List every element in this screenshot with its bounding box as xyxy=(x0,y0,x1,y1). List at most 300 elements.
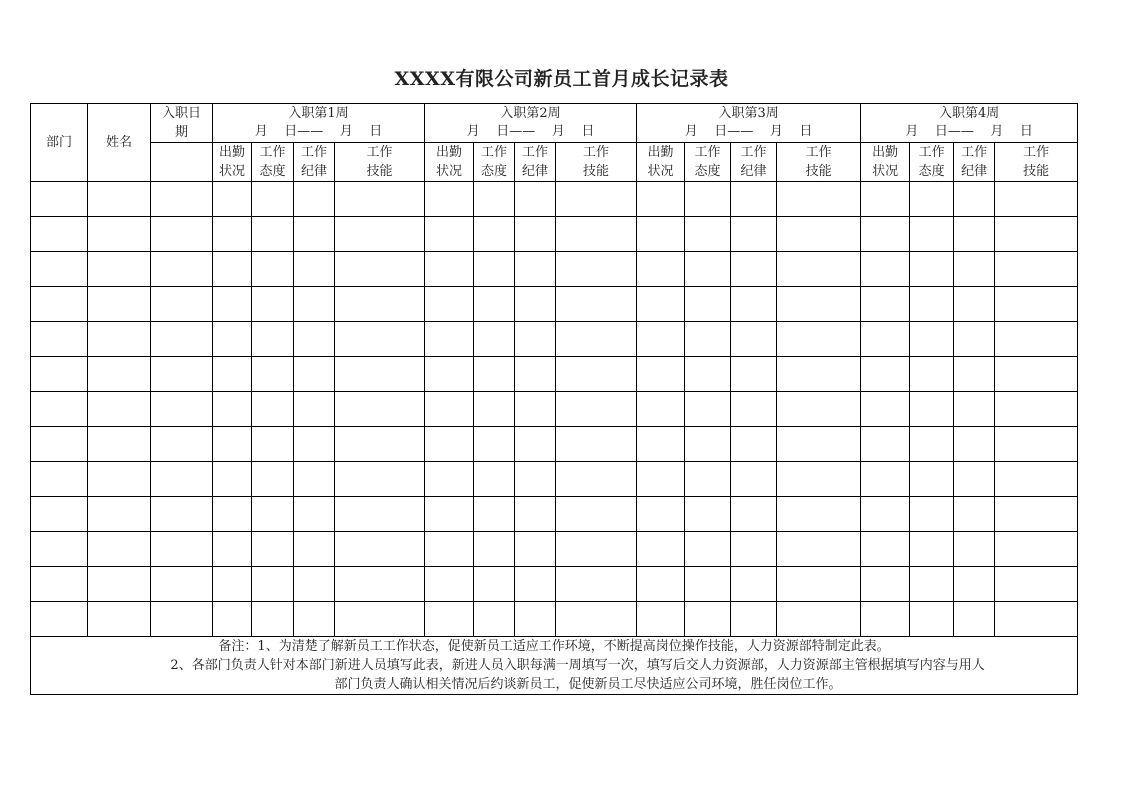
entry-cell[interactable] xyxy=(515,392,556,427)
table-row xyxy=(31,182,1078,217)
entry-cell[interactable] xyxy=(556,357,637,392)
entry-cell[interactable] xyxy=(556,427,637,462)
entry-cell[interactable] xyxy=(88,567,151,602)
entry-cell[interactable] xyxy=(213,497,252,532)
entry-cell[interactable] xyxy=(777,602,861,637)
entry-cell[interactable] xyxy=(637,252,685,287)
entry-cell[interactable] xyxy=(515,532,556,567)
entry-cell[interactable] xyxy=(556,217,637,252)
entry-cell[interactable] xyxy=(252,357,294,392)
subcol-label-line2: 态度 xyxy=(918,164,945,179)
week-3-header xyxy=(637,104,861,143)
entry-cell[interactable] xyxy=(910,602,954,637)
entry-cell[interactable] xyxy=(31,217,88,252)
entry-cell[interactable] xyxy=(151,392,213,427)
entry-cell[interactable] xyxy=(252,287,294,322)
entry-cell[interactable] xyxy=(731,392,777,427)
entry-cell[interactable] xyxy=(474,532,515,567)
entry-cell[interactable] xyxy=(213,217,252,252)
week-3-range[interactable]: 月 日—— 月 日 xyxy=(684,124,813,139)
week-1-subcol-3 xyxy=(294,143,335,182)
week-2-subcol-2 xyxy=(474,143,515,182)
entry-cell[interactable] xyxy=(954,217,995,252)
entry-cell[interactable] xyxy=(515,252,556,287)
entry-cell[interactable] xyxy=(777,497,861,532)
entry-cell[interactable] xyxy=(474,322,515,357)
entry-cell[interactable] xyxy=(252,322,294,357)
entry-cell[interactable] xyxy=(88,287,151,322)
entry-cell[interactable] xyxy=(474,462,515,497)
entry-cell[interactable] xyxy=(637,567,685,602)
entry-cell[interactable] xyxy=(425,182,474,217)
entry-cell[interactable] xyxy=(31,567,88,602)
entry-cell[interactable] xyxy=(685,497,731,532)
entry-cell[interactable] xyxy=(425,462,474,497)
entry-cell[interactable] xyxy=(861,392,910,427)
entry-cell[interactable] xyxy=(151,462,213,497)
week-1-range[interactable]: 月 日—— 月 日 xyxy=(254,124,383,139)
entry-cell[interactable] xyxy=(910,252,954,287)
entry-cell[interactable] xyxy=(731,602,777,637)
entry-cell[interactable] xyxy=(294,567,335,602)
table-row xyxy=(31,217,1078,252)
entry-cell[interactable] xyxy=(861,532,910,567)
entry-cell[interactable] xyxy=(31,602,88,637)
entry-cell[interactable] xyxy=(777,357,861,392)
entry-cell[interactable] xyxy=(910,357,954,392)
entry-cell[interactable] xyxy=(252,392,294,427)
entry-cell[interactable] xyxy=(252,567,294,602)
week-1-subcol-2 xyxy=(252,143,294,182)
entry-cell[interactable] xyxy=(335,602,425,637)
entry-cell[interactable] xyxy=(294,287,335,322)
entry-cell[interactable] xyxy=(731,427,777,462)
entry-cell[interactable] xyxy=(31,532,88,567)
entry-cell[interactable] xyxy=(995,217,1078,252)
entry-cell[interactable] xyxy=(954,182,995,217)
entry-cell[interactable] xyxy=(861,322,910,357)
entry-cell[interactable] xyxy=(213,322,252,357)
entry-cell[interactable] xyxy=(294,182,335,217)
entry-cell[interactable] xyxy=(335,462,425,497)
entry-cell[interactable] xyxy=(777,392,861,427)
entry-cell[interactable] xyxy=(151,427,213,462)
entry-cell[interactable] xyxy=(910,497,954,532)
entry-cell[interactable] xyxy=(515,287,556,322)
entry-cell[interactable] xyxy=(637,532,685,567)
entry-cell[interactable] xyxy=(474,567,515,602)
entry-cell[interactable] xyxy=(213,182,252,217)
week-4-title: 入职第4周 xyxy=(938,106,1000,121)
entry-cell[interactable] xyxy=(88,532,151,567)
entry-cell[interactable] xyxy=(151,357,213,392)
entry-cell[interactable] xyxy=(685,462,731,497)
entry-cell[interactable] xyxy=(556,462,637,497)
entry-cell[interactable] xyxy=(637,427,685,462)
entry-cell[interactable] xyxy=(995,462,1078,497)
week-4-subcol-3 xyxy=(954,143,995,182)
entry-cell[interactable] xyxy=(556,252,637,287)
entry-cell[interactable] xyxy=(474,182,515,217)
entry-cell[interactable] xyxy=(685,567,731,602)
entry-cell[interactable] xyxy=(861,252,910,287)
entry-cell[interactable] xyxy=(151,322,213,357)
subcol-label-line1: 工作 xyxy=(805,145,832,160)
entry-cell[interactable] xyxy=(88,252,151,287)
entry-cell[interactable] xyxy=(910,532,954,567)
week-2-subcol-4 xyxy=(556,143,637,182)
entry-cell[interactable] xyxy=(685,217,731,252)
header-join-date-line2: 期 xyxy=(174,125,188,140)
entry-cell[interactable] xyxy=(335,532,425,567)
table-row xyxy=(31,602,1078,637)
entry-cell[interactable] xyxy=(252,462,294,497)
subcol-label-line2: 状况 xyxy=(218,164,245,179)
entry-cell[interactable] xyxy=(213,532,252,567)
entry-cell[interactable] xyxy=(425,532,474,567)
entry-cell[interactable] xyxy=(556,602,637,637)
subcol-label-line2: 态度 xyxy=(481,164,508,179)
entry-cell[interactable] xyxy=(954,497,995,532)
entry-cell[interactable] xyxy=(995,392,1078,427)
entry-cell[interactable] xyxy=(151,252,213,287)
entry-cell[interactable] xyxy=(685,392,731,427)
entry-cell[interactable] xyxy=(425,392,474,427)
entry-cell[interactable] xyxy=(88,602,151,637)
entry-cell[interactable] xyxy=(151,182,213,217)
entry-cell[interactable] xyxy=(335,287,425,322)
growth-record-table xyxy=(30,103,1078,695)
entry-cell[interactable] xyxy=(252,182,294,217)
entry-cell[interactable] xyxy=(637,322,685,357)
entry-cell[interactable] xyxy=(777,427,861,462)
entry-cell[interactable] xyxy=(637,357,685,392)
entry-cell[interactable] xyxy=(995,567,1078,602)
entry-cell[interactable] xyxy=(252,602,294,637)
entry-cell[interactable] xyxy=(861,602,910,637)
entry-cell[interactable] xyxy=(731,497,777,532)
subcol-label-line2: 技能 xyxy=(366,164,393,179)
entry-cell[interactable] xyxy=(861,427,910,462)
entry-cell[interactable] xyxy=(995,497,1078,532)
entry-cell[interactable] xyxy=(556,287,637,322)
entry-cell[interactable] xyxy=(335,217,425,252)
entry-cell[interactable] xyxy=(685,602,731,637)
entry-cell[interactable] xyxy=(425,497,474,532)
entry-cell[interactable] xyxy=(88,322,151,357)
entry-cell[interactable] xyxy=(995,322,1078,357)
entry-cell[interactable] xyxy=(294,322,335,357)
entry-cell[interactable] xyxy=(861,217,910,252)
entry-cell[interactable] xyxy=(425,357,474,392)
entry-cell[interactable] xyxy=(861,287,910,322)
entry-cell[interactable] xyxy=(335,427,425,462)
entry-cell[interactable] xyxy=(637,392,685,427)
entry-cell[interactable] xyxy=(731,532,777,567)
table-row xyxy=(31,532,1078,567)
entry-cell[interactable] xyxy=(88,392,151,427)
entry-cell[interactable] xyxy=(515,602,556,637)
entry-cell[interactable] xyxy=(556,392,637,427)
entry-cell[interactable] xyxy=(31,497,88,532)
entry-cell[interactable] xyxy=(294,427,335,462)
entry-cell[interactable] xyxy=(637,462,685,497)
entry-cell[interactable] xyxy=(995,182,1078,217)
entry-cell[interactable] xyxy=(213,602,252,637)
entry-cell[interactable] xyxy=(294,217,335,252)
subcol-label-line1: 工作 xyxy=(694,145,721,160)
entry-cell[interactable] xyxy=(213,427,252,462)
entry-cell[interactable] xyxy=(777,217,861,252)
entry-cell[interactable] xyxy=(685,427,731,462)
week-2-header xyxy=(425,104,637,143)
entry-cell[interactable] xyxy=(910,217,954,252)
entry-cell[interactable] xyxy=(777,462,861,497)
week-1-header xyxy=(213,104,425,143)
entry-cell[interactable] xyxy=(151,532,213,567)
subcol-label-line2: 纪律 xyxy=(740,164,767,179)
note-line-3: 部门负责人确认相关情况后约谈新员工，促使新员工尽快适应公司环境，胜任岗位工作。 xyxy=(334,677,842,692)
subcol-label-line1: 出勤 xyxy=(218,145,245,160)
entry-cell[interactable] xyxy=(637,497,685,532)
entry-cell[interactable] xyxy=(515,357,556,392)
entry-cell[interactable] xyxy=(151,602,213,637)
table-row xyxy=(31,427,1078,462)
entry-cell[interactable] xyxy=(213,392,252,427)
entry-cell[interactable] xyxy=(335,567,425,602)
entry-cell[interactable] xyxy=(731,462,777,497)
entry-cell[interactable] xyxy=(252,217,294,252)
entry-cell[interactable] xyxy=(910,287,954,322)
entry-cell[interactable] xyxy=(637,182,685,217)
entry-cell[interactable] xyxy=(954,532,995,567)
entry-cell[interactable] xyxy=(335,252,425,287)
subcol-label-line1: 工作 xyxy=(522,145,549,160)
entry-cell[interactable] xyxy=(425,322,474,357)
entry-cell[interactable] xyxy=(151,287,213,322)
entry-cell[interactable] xyxy=(88,357,151,392)
entry-cell[interactable] xyxy=(294,357,335,392)
entry-cell[interactable] xyxy=(335,392,425,427)
entry-cell[interactable] xyxy=(151,217,213,252)
entry-cell[interactable] xyxy=(425,427,474,462)
entry-cell[interactable] xyxy=(31,252,88,287)
subcol-label-line2: 技能 xyxy=(1023,164,1050,179)
entry-cell[interactable] xyxy=(685,252,731,287)
entry-cell[interactable] xyxy=(777,532,861,567)
entry-cell[interactable] xyxy=(556,182,637,217)
entry-cell[interactable] xyxy=(474,217,515,252)
entry-cell[interactable] xyxy=(731,217,777,252)
entry-cell[interactable] xyxy=(685,287,731,322)
table-row xyxy=(31,462,1078,497)
week-1-subcol-4 xyxy=(335,143,425,182)
subcol-label-line2: 态度 xyxy=(259,164,286,179)
join-date-cell-blank xyxy=(151,143,213,182)
entry-cell[interactable] xyxy=(995,427,1078,462)
entry-cell[interactable] xyxy=(213,462,252,497)
entry-cell[interactable] xyxy=(954,252,995,287)
entry-cell[interactable] xyxy=(88,462,151,497)
subcol-label-line2: 技能 xyxy=(805,164,832,179)
week-1-title: 入职第1周 xyxy=(288,106,349,121)
entry-cell[interactable] xyxy=(31,357,88,392)
entry-cell[interactable] xyxy=(731,322,777,357)
entry-cell[interactable] xyxy=(515,567,556,602)
entry-cell[interactable] xyxy=(474,287,515,322)
entry-cell[interactable] xyxy=(954,567,995,602)
entry-cell[interactable] xyxy=(685,182,731,217)
page-title: XXXX有限公司新员工首月成长记录表 xyxy=(394,68,729,90)
entry-cell[interactable] xyxy=(910,392,954,427)
table-row xyxy=(31,322,1078,357)
entry-cell[interactable] xyxy=(685,322,731,357)
entry-cell[interactable] xyxy=(995,357,1078,392)
entry-cell[interactable] xyxy=(31,287,88,322)
week-2-range[interactable]: 月 日—— 月 日 xyxy=(466,124,595,139)
entry-cell[interactable] xyxy=(425,567,474,602)
entry-cell[interactable] xyxy=(777,322,861,357)
entry-cell[interactable] xyxy=(252,497,294,532)
entry-cell[interactable] xyxy=(954,322,995,357)
entry-cell[interactable] xyxy=(556,497,637,532)
entry-cell[interactable] xyxy=(335,497,425,532)
entry-cell[interactable] xyxy=(213,287,252,322)
week-3-title: 入职第3周 xyxy=(718,106,779,121)
entry-cell[interactable] xyxy=(474,392,515,427)
entry-cell[interactable] xyxy=(213,357,252,392)
entry-cell[interactable] xyxy=(515,322,556,357)
entry-cell[interactable] xyxy=(474,497,515,532)
entry-cell[interactable] xyxy=(954,392,995,427)
entry-cell[interactable] xyxy=(294,497,335,532)
entry-cell[interactable] xyxy=(954,357,995,392)
entry-cell[interactable] xyxy=(910,182,954,217)
subcol-label-line1: 工作 xyxy=(366,145,393,160)
entry-cell[interactable] xyxy=(637,602,685,637)
entry-cell[interactable] xyxy=(335,357,425,392)
entry-cell[interactable] xyxy=(995,532,1078,567)
subcol-label-line2: 技能 xyxy=(583,164,610,179)
entry-cell[interactable] xyxy=(515,427,556,462)
entry-cell[interactable] xyxy=(294,392,335,427)
entry-cell[interactable] xyxy=(425,252,474,287)
entry-cell[interactable] xyxy=(151,497,213,532)
entry-cell[interactable] xyxy=(515,497,556,532)
week-4-subcol-2 xyxy=(910,143,954,182)
subcol-label-line2: 状况 xyxy=(436,164,463,179)
entry-cell[interactable] xyxy=(556,532,637,567)
entry-cell[interactable] xyxy=(995,287,1078,322)
entry-cell[interactable] xyxy=(910,427,954,462)
entry-cell[interactable] xyxy=(515,182,556,217)
entry-cell[interactable] xyxy=(731,287,777,322)
week-4-subcol-4 xyxy=(995,143,1078,182)
entry-cell[interactable] xyxy=(637,287,685,322)
entry-cell[interactable] xyxy=(731,252,777,287)
entry-cell[interactable] xyxy=(954,427,995,462)
entry-cell[interactable] xyxy=(777,287,861,322)
entry-cell[interactable] xyxy=(425,217,474,252)
entry-cell[interactable] xyxy=(151,567,213,602)
entry-cell[interactable] xyxy=(294,462,335,497)
entry-cell[interactable] xyxy=(731,357,777,392)
entry-cell[interactable] xyxy=(31,462,88,497)
entry-cell[interactable] xyxy=(294,602,335,637)
entry-cell[interactable] xyxy=(954,602,995,637)
week-1-subcol-1 xyxy=(213,143,252,182)
entry-cell[interactable] xyxy=(731,182,777,217)
entry-cell[interactable] xyxy=(252,427,294,462)
entry-cell[interactable] xyxy=(910,462,954,497)
entry-cell[interactable] xyxy=(31,392,88,427)
entry-cell[interactable] xyxy=(910,567,954,602)
notes-cell xyxy=(31,637,1078,695)
entry-cell[interactable] xyxy=(861,567,910,602)
entry-cell[interactable] xyxy=(861,497,910,532)
entry-cell[interactable] xyxy=(474,602,515,637)
entry-cell[interactable] xyxy=(31,322,88,357)
entry-cell[interactable] xyxy=(910,322,954,357)
entry-cell[interactable] xyxy=(515,462,556,497)
entry-cell[interactable] xyxy=(88,217,151,252)
table-row xyxy=(31,392,1078,427)
subcol-label-line2: 纪律 xyxy=(522,164,549,179)
entry-cell[interactable] xyxy=(88,497,151,532)
entry-cell[interactable] xyxy=(294,532,335,567)
week-4-header xyxy=(861,104,1078,143)
entry-cell[interactable] xyxy=(474,252,515,287)
entry-cell[interactable] xyxy=(556,322,637,357)
entry-cell[interactable] xyxy=(294,252,335,287)
entry-cell[interactable] xyxy=(252,252,294,287)
table-row xyxy=(31,567,1078,602)
entry-cell[interactable] xyxy=(474,357,515,392)
entry-cell[interactable] xyxy=(213,567,252,602)
entry-cell[interactable] xyxy=(731,567,777,602)
entry-cell[interactable] xyxy=(637,217,685,252)
entry-cell[interactable] xyxy=(335,182,425,217)
entry-cell[interactable] xyxy=(861,182,910,217)
week-4-range[interactable]: 月 日—— 月 日 xyxy=(905,124,1033,139)
entry-cell[interactable] xyxy=(954,287,995,322)
entry-cell[interactable] xyxy=(954,462,995,497)
entry-cell[interactable] xyxy=(685,532,731,567)
entry-cell[interactable] xyxy=(995,602,1078,637)
entry-cell[interactable] xyxy=(861,462,910,497)
entry-cell[interactable] xyxy=(213,252,252,287)
entry-cell[interactable] xyxy=(31,182,88,217)
entry-cell[interactable] xyxy=(995,252,1078,287)
entry-cell[interactable] xyxy=(777,252,861,287)
entry-cell[interactable] xyxy=(425,287,474,322)
entry-cell[interactable] xyxy=(31,427,88,462)
entry-cell[interactable] xyxy=(252,532,294,567)
entry-cell[interactable] xyxy=(777,567,861,602)
entry-cell[interactable] xyxy=(777,182,861,217)
entry-cell[interactable] xyxy=(335,322,425,357)
subcol-label-line1: 工作 xyxy=(918,145,945,160)
entry-cell[interactable] xyxy=(88,427,151,462)
subcol-label-line1: 工作 xyxy=(583,145,610,160)
entry-cell[interactable] xyxy=(861,357,910,392)
entry-cell[interactable] xyxy=(556,567,637,602)
entry-cell[interactable] xyxy=(425,602,474,637)
entry-cell[interactable] xyxy=(515,217,556,252)
entry-cell[interactable] xyxy=(685,357,731,392)
entry-cell[interactable] xyxy=(474,427,515,462)
entry-cell[interactable] xyxy=(88,182,151,217)
